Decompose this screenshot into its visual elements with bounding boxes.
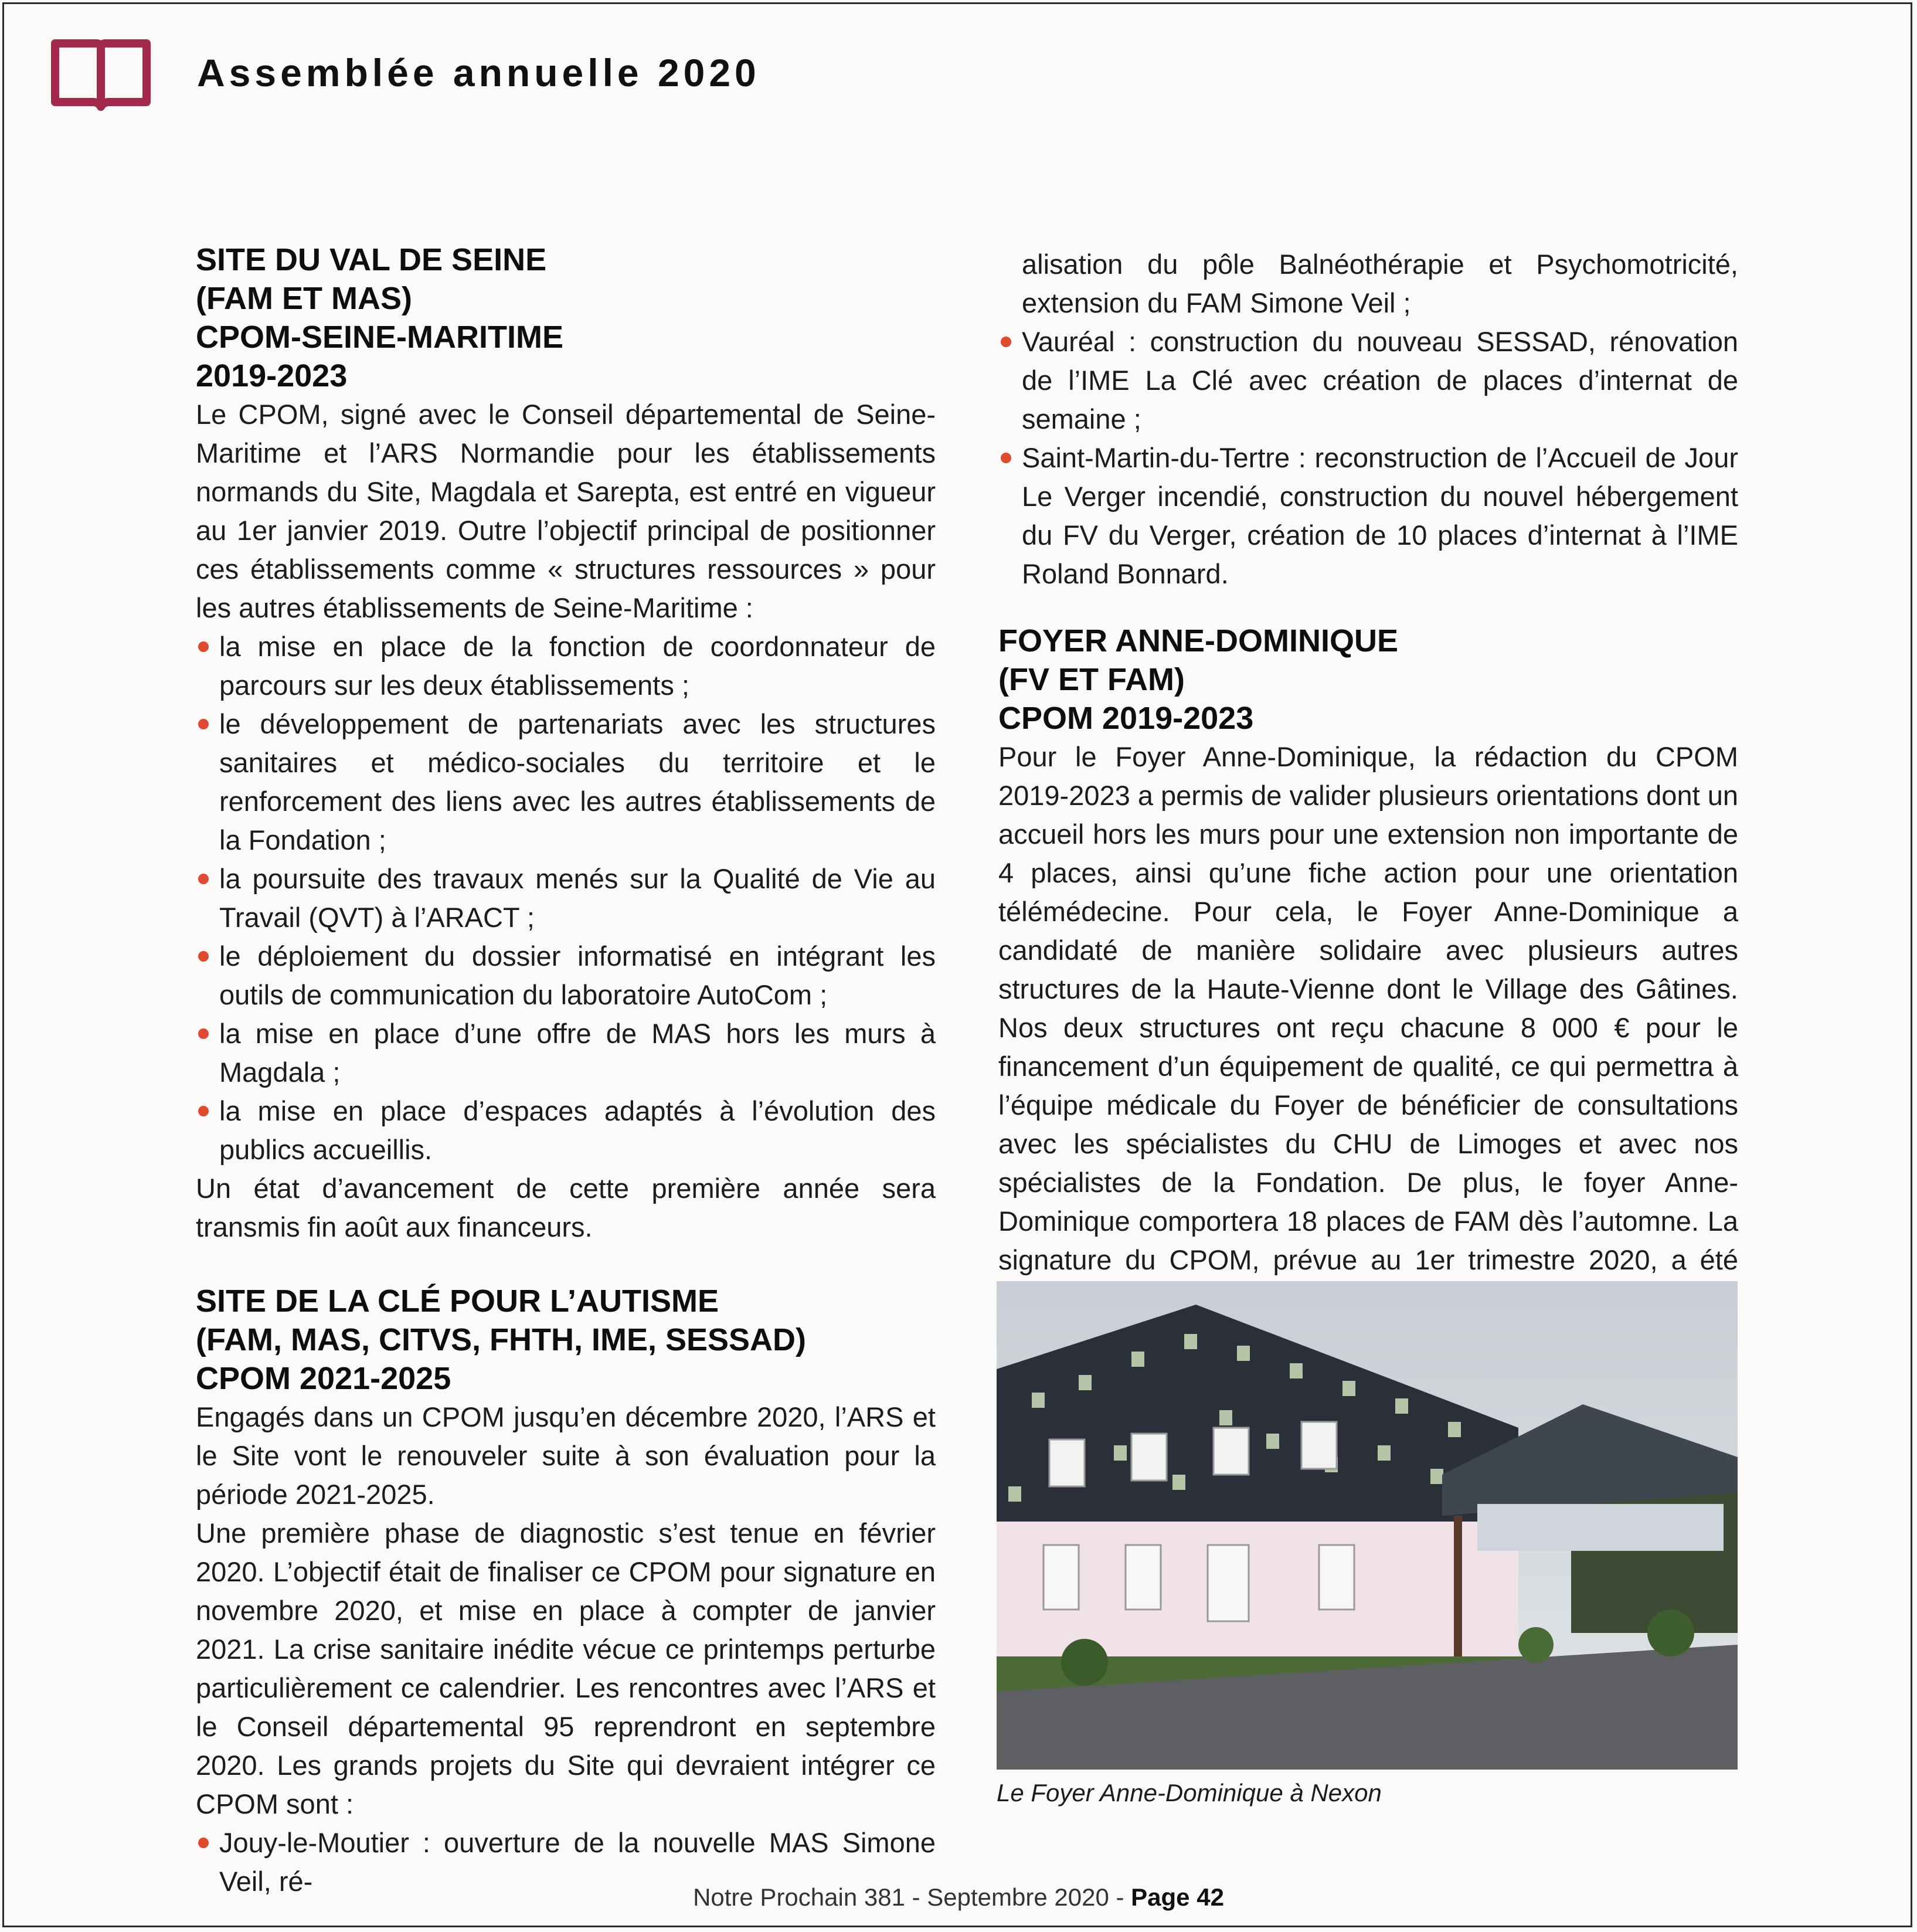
heading-line: FOYER ANNE-DOMINIQUE: [998, 623, 1399, 658]
heading-line: SITE DE LA CLÉ POUR L’AUTISME: [196, 1284, 719, 1319]
building-photo: [997, 1281, 1738, 1770]
list-item: [196, 1014, 936, 1092]
heading-line: CPOM 2021-2025: [196, 1361, 451, 1396]
bullet-icon: [198, 1838, 209, 1848]
list-item: [196, 1092, 936, 1169]
list-item-text: alisation du pôle Balnéothérapie et Psychomotricité, extension du FAM Simone Veil ;: [1022, 249, 1738, 318]
left-column: [196, 240, 936, 1901]
paragraph-text: Pour le Foyer Anne-Dominique, la rédaction du CPOM 2019-2023 a permis de valider plusieurs orientations dont un accueil hors les murs pour une extension non importante de 4 places, ainsi qu’une fiche action pour une orientation télémédecine. Pour cela, le Foyer Anne-Dominique a candidaté de manière solidaire avec plusieurs autres structures de la Haute-Vienne dont le Village des Gâtines. Nos deux structures ont reçu chacune 8 000 € pour le financement d’un équipement de qualité, ce qui permettra à l’équipe médicale du Foyer de bénéficier de consultations avec les spécialistes du CHU de Limoges et avec nos spécialistes de la Fondation. De plus, le foyer Anne-Dominique comportera 18 places de FAM dès l’automne. La signature du CPOM, prévue au 1er trimestre 2020, a été: [998, 741, 1738, 1275]
bullet-list: [196, 627, 936, 1169]
list-item: [998, 322, 1738, 439]
spacer: [196, 1247, 936, 1282]
bullet-icon: [198, 641, 209, 652]
bullet-icon: [1001, 453, 1011, 463]
list-item: [196, 705, 936, 860]
spacer: [998, 593, 1738, 622]
paragraph: Une première phase de diagnostic s’est tenue en février 2020. L’objectif était de finaliser ce CPOM pour signature en novembre 2020, et mise en place à compter de janvier 2021. La crise sanitaire inédite vécue ce printemps perturbe particulièrement ce calendrier. Les rencontres avec l’ARS et le Conseil départemental 95 reprendront en septembre 2020. Les grands projets du Site qui devraient intégrer ce CPOM sont :: [196, 1517, 936, 1819]
heading-line: (FAM ET MAS): [196, 281, 412, 316]
list-item: [196, 860, 936, 937]
list-item-text: Vauréal : construction du nouveau SESSAD, rénovation de l’IME La Clé avec création de places d’internat de semaine ;: [1022, 326, 1738, 434]
list-item-text: la mise en place de la fonction de coordonnateur de parcours sur les deux établissements ;: [219, 631, 936, 701]
paragraph: [998, 738, 1738, 1318]
bullet-icon: [198, 1028, 209, 1039]
list-item-text: la poursuite des travaux menés sur la Qualité de Vie au Travail (QVT) à l’ARACT ;: [219, 863, 936, 933]
heading-line: CPOM 2019-2023: [998, 701, 1254, 736]
section-heading-anne-dominique: [998, 622, 1738, 738]
list-item-text: le développement de partenariats avec les structures sanitaires et médico-sociales du territoire et le renforcement des liens avec les autres établissements de la Fondation ;: [219, 708, 936, 855]
list-item-text: la mise en place d’espaces adaptés à l’évolution des publics accueillis.: [219, 1095, 936, 1165]
list-item-text: la mise en place d’une offre de MAS hors les murs à Magdala ;: [219, 1018, 936, 1088]
list-item: [196, 627, 936, 705]
list-item: [998, 439, 1738, 593]
page-footer: [0, 1883, 1917, 1911]
footer-magazine: Notre Prochain 381 - Septembre 2020 -: [693, 1883, 1131, 1911]
page-number: Page 42: [1131, 1883, 1224, 1911]
bullet-icon: [198, 951, 209, 962]
paragraph: Un état d’avancement de cette première année sera transmis fin août aux financeurs.: [196, 1173, 936, 1242]
heading-line: SITE DU VAL DE SEINE: [196, 242, 547, 277]
bullet-icon: [198, 719, 209, 729]
heading-line: (FAM, MAS, CITVS, FHTH, IME, SESSAD): [196, 1322, 807, 1357]
right-column: [998, 245, 1738, 1318]
bullet-icon: [198, 1106, 209, 1116]
heading-line: 2019-2023: [196, 358, 348, 393]
bullet-list: [998, 245, 1738, 593]
paragraph: Le CPOM, signé avec le Conseil départemental de Seine-Maritime et l’ARS Normandie pour les établissements normands du Site, Magdala et Sarepta, est entré en vigueur au 1er janvier 2019. Outre l’objectif principal de positionner ces établissements comme « structures ressources » pour les autres établissements de Seine-Maritime :: [196, 399, 936, 623]
section-heading-la-cle: [196, 1282, 936, 1398]
section-heading-val-de-seine: [196, 240, 936, 395]
bullet-icon: [198, 874, 209, 884]
photo-caption: Le Foyer Anne-Dominique à Nexon: [997, 1779, 1382, 1807]
heading-line: (FV ET FAM): [998, 662, 1185, 697]
building-illustration: [997, 1281, 1738, 1770]
page-title: Assemblée annuelle 2020: [197, 51, 760, 94]
list-item: [196, 937, 936, 1014]
list-item-text: le déploiement du dossier informatisé en intégrant les outils de communication du laboratoire AutoCom ;: [219, 940, 936, 1010]
list-item-continued: [998, 245, 1738, 322]
heading-line: CPOM-SEINE-MARITIME: [196, 320, 563, 355]
list-item-text: Jouy-le-Moutier : ouverture de la nouvelle MAS Simone Veil, ré-: [219, 1827, 936, 1897]
open-book-icon: [49, 38, 152, 114]
paragraph: Engagés dans un CPOM jusqu’en décembre 2020, l’ARS et le Site vont le renouveler suite à son évaluation pour la période 2021-2025.: [196, 1401, 936, 1510]
list-item-text: Saint-Martin-du-Tertre : reconstruction de l’Accueil de Jour Le Verger incendié, construction du nouvel hébergement du FV du Verger, création de 10 places d’internat à l’IME Roland Bonnard.: [1022, 442, 1738, 589]
bullet-icon: [1001, 337, 1011, 347]
